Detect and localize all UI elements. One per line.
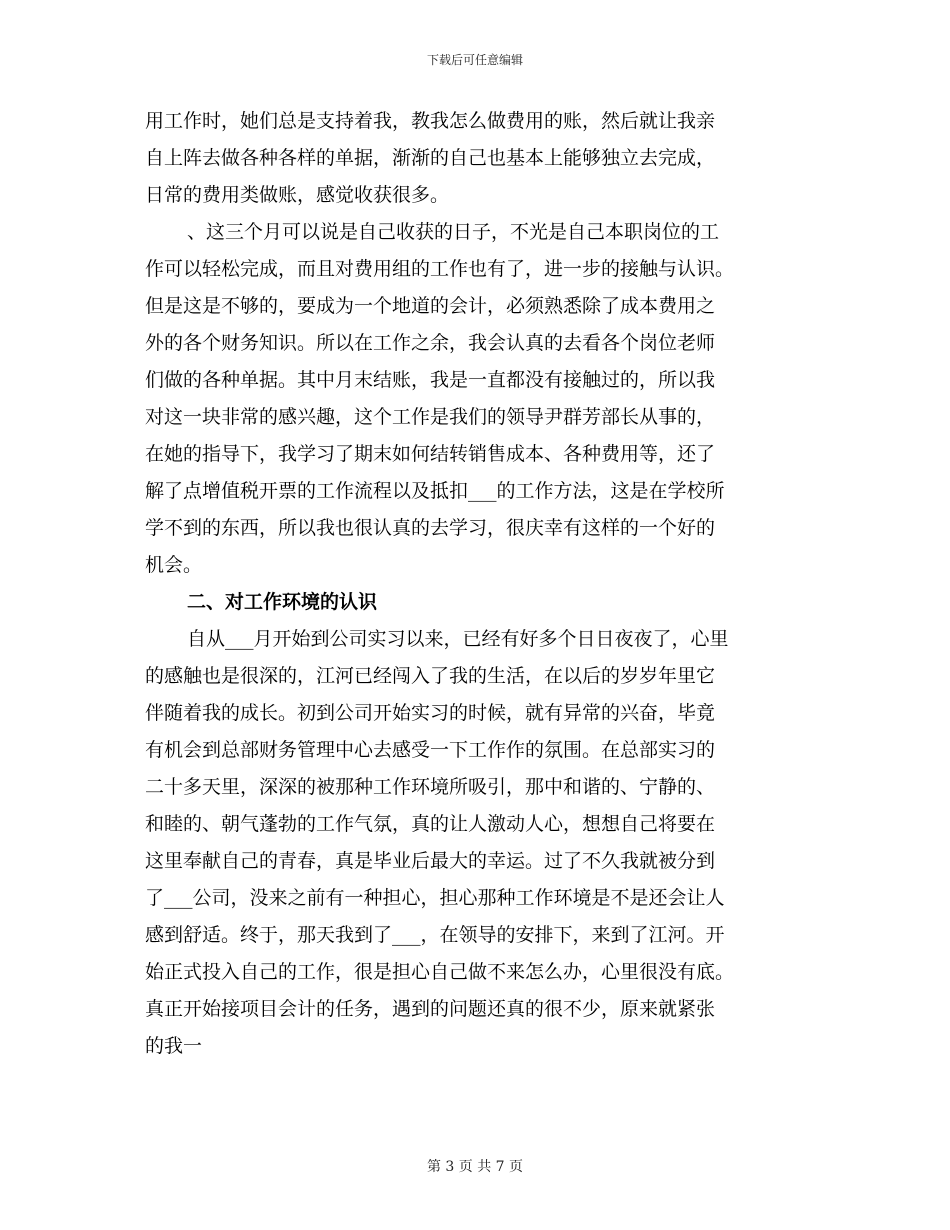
text-line: 解了点增值税开票的工作流程以及抵扣___的工作方法，这是在学校所 xyxy=(145,480,725,502)
text-line: 自上阵去做各种各样的单据，渐渐的自己也基本上能够独立去完成， xyxy=(145,147,716,169)
text-line: 感到舒适。终于，那天我到了___，在领导的安排下，来到了江河。开 xyxy=(145,924,725,946)
document-body xyxy=(145,103,810,1065)
page-number: 第 3 页 共 7 页 xyxy=(426,1159,524,1175)
text-line: 有机会到总部财务管理中心去感受一下工作作的氛围。在总部实习的 xyxy=(145,739,716,761)
text-line: 这里奉献自己的青春，真是毕业后最大的幸运。过了不久我就被分到 xyxy=(145,850,716,872)
text-line: 外的各个财务知识。所以在工作之余，我会认真的去看各个岗位老师 xyxy=(145,332,716,354)
page-header: 下载后可任意编辑 xyxy=(426,53,523,67)
text-line: 了___公司，没来之前有一种担心，担心那种工作环境是不是还会让人 xyxy=(145,887,725,909)
paragraph-first-line: 、这三个月可以说是自己收获的日子，不光是自己本职岗位的工 xyxy=(187,221,720,243)
text-line: 二十多天里，深深的被那种工作环境所吸引，那中和谐的、宁静的、 xyxy=(145,776,716,798)
text-line: 用工作时，她们总是支持着我，教我怎么做费用的账，然后就让我亲 xyxy=(145,110,716,132)
text-line: 们做的各种单据。其中月末结账，我是一直都没有接触过的，所以我 xyxy=(145,369,716,391)
text-line: 作可以轻松完成，而且对费用组的工作也有了，进一步的接触与认识。 xyxy=(145,258,735,280)
text-line: 在她的指导下，我学习了期末如何结转销售成本、各种费用等，还了 xyxy=(145,443,716,465)
text-line: 对这一块非常的感兴趣，这个工作是我们的领导尹群芳部长从事的， xyxy=(145,406,716,428)
text-line: 日常的费用类做账，感觉收获很多。 xyxy=(145,184,450,206)
paragraph-first-line: 自从___月开始到公司实习以来，已经有好多个日日夜夜了，心里 xyxy=(187,628,729,650)
text-line: 真正开始接项目会计的任务，遇到的问题还真的很不少，原来就紧张 xyxy=(145,998,716,1020)
text-line: 但是这是不够的，要成为一个地道的会计，必须熟悉除了成本费用之 xyxy=(145,295,716,317)
text-line: 机会。 xyxy=(145,554,203,576)
text-line: 的感触也是很深的，江河已经闯入了我的生活，在以后的岁岁年里它 xyxy=(145,665,716,687)
text-line: 始正式投入自己的工作，很是担心自己做不来怎么办，心里很没有底。 xyxy=(145,961,735,983)
text-line: 伴随着我的成长。初到公司开始实习的时候，就有异常的兴奋，毕竟 xyxy=(145,702,716,724)
text-line: 学不到的东西，所以我也很认真的去学习，很庆幸有这样的一个好的 xyxy=(145,517,716,539)
text-line: 和睦的、朝气蓬勃的工作气氛，真的让人激动人心，想想自己将要在 xyxy=(145,813,716,835)
section-heading: 二、对工作环境的认识 xyxy=(187,591,378,613)
text-line: 的我一 xyxy=(145,1035,203,1057)
